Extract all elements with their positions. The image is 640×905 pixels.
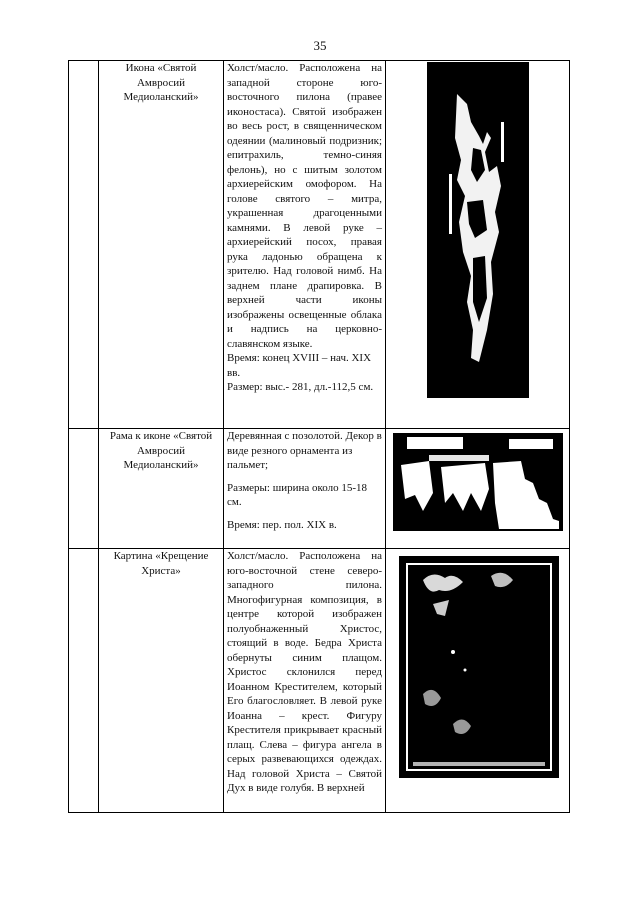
item-time: Время: конец XVIII – нач. XIX вв.	[227, 352, 372, 379]
painting-photo	[393, 554, 563, 784]
item-description-cell	[224, 429, 386, 549]
item-description-cell	[224, 61, 386, 429]
icon-photo	[427, 62, 529, 398]
catalog-table	[68, 60, 570, 813]
item-name: Картина «Крещение Христа»	[99, 549, 224, 813]
table-row	[69, 61, 570, 429]
item-time: Время: пер. пол. XIX в.	[227, 518, 337, 531]
page-number: 35	[313, 38, 327, 53]
item-name: Рама к иконе «Святой Амвросий Медиоланский»	[99, 429, 224, 549]
item-description-cell	[224, 549, 386, 813]
item-description: Холст/масло. Расположена на юго-восточной стене северо-западного пилона. Многофигурная композиция, в центре которой изображен полуобнаженный Христос, стоящий в воде. Бедра Христа обернуты синим плащом. Христос склонился перед Иоанном Крестителем, который Его благословляет. В левой руке Иоанна – крест. Фигуру Крестителя прикрывает красный плащ. Слева – фигура ангела в серых развевающихся одеждах. Над головой Христа – Святой Дух в виде голубя. В верхней	[227, 550, 382, 794]
row-number-cell	[69, 429, 99, 549]
photo-cell	[386, 429, 570, 549]
table-row	[69, 429, 570, 549]
item-size: Размеры: ширина около 15-18 см.	[227, 481, 368, 508]
row-number-cell	[69, 549, 99, 813]
item-description: Деревянная с позолотой. Декор в виде резного орнамента из пальмет;	[227, 430, 382, 471]
item-size: Размер: выс.- 281, дл.-112,5 см.	[227, 381, 374, 393]
item-description: Холст/масло. Расположена на западной стороне юго-восточного пилона (правее иконостаса). Святой изображен во весь рост, в священническом одеянии (малиновый подризник; епитрахиль, темно-синяя фелонь), но с шитым золотом архиерейским омофором. На голове святого – митра, украшенная драгоценными камнями. В левой руке – архиерейский посох, правая рука ладонью обращена к зрителю. Над головой нимб. На заднем плане драпировка. В верхней части иконы изображены освещенные облака и надпись на церковно-славянском языке.	[227, 62, 382, 350]
item-name: Икона «Святой Амвросий Медиоланский»	[99, 61, 224, 429]
table-row	[69, 549, 570, 813]
photo-cell	[386, 61, 570, 429]
photo-cell	[386, 549, 570, 813]
row-number-cell	[69, 61, 99, 429]
frame-photo	[393, 433, 563, 531]
